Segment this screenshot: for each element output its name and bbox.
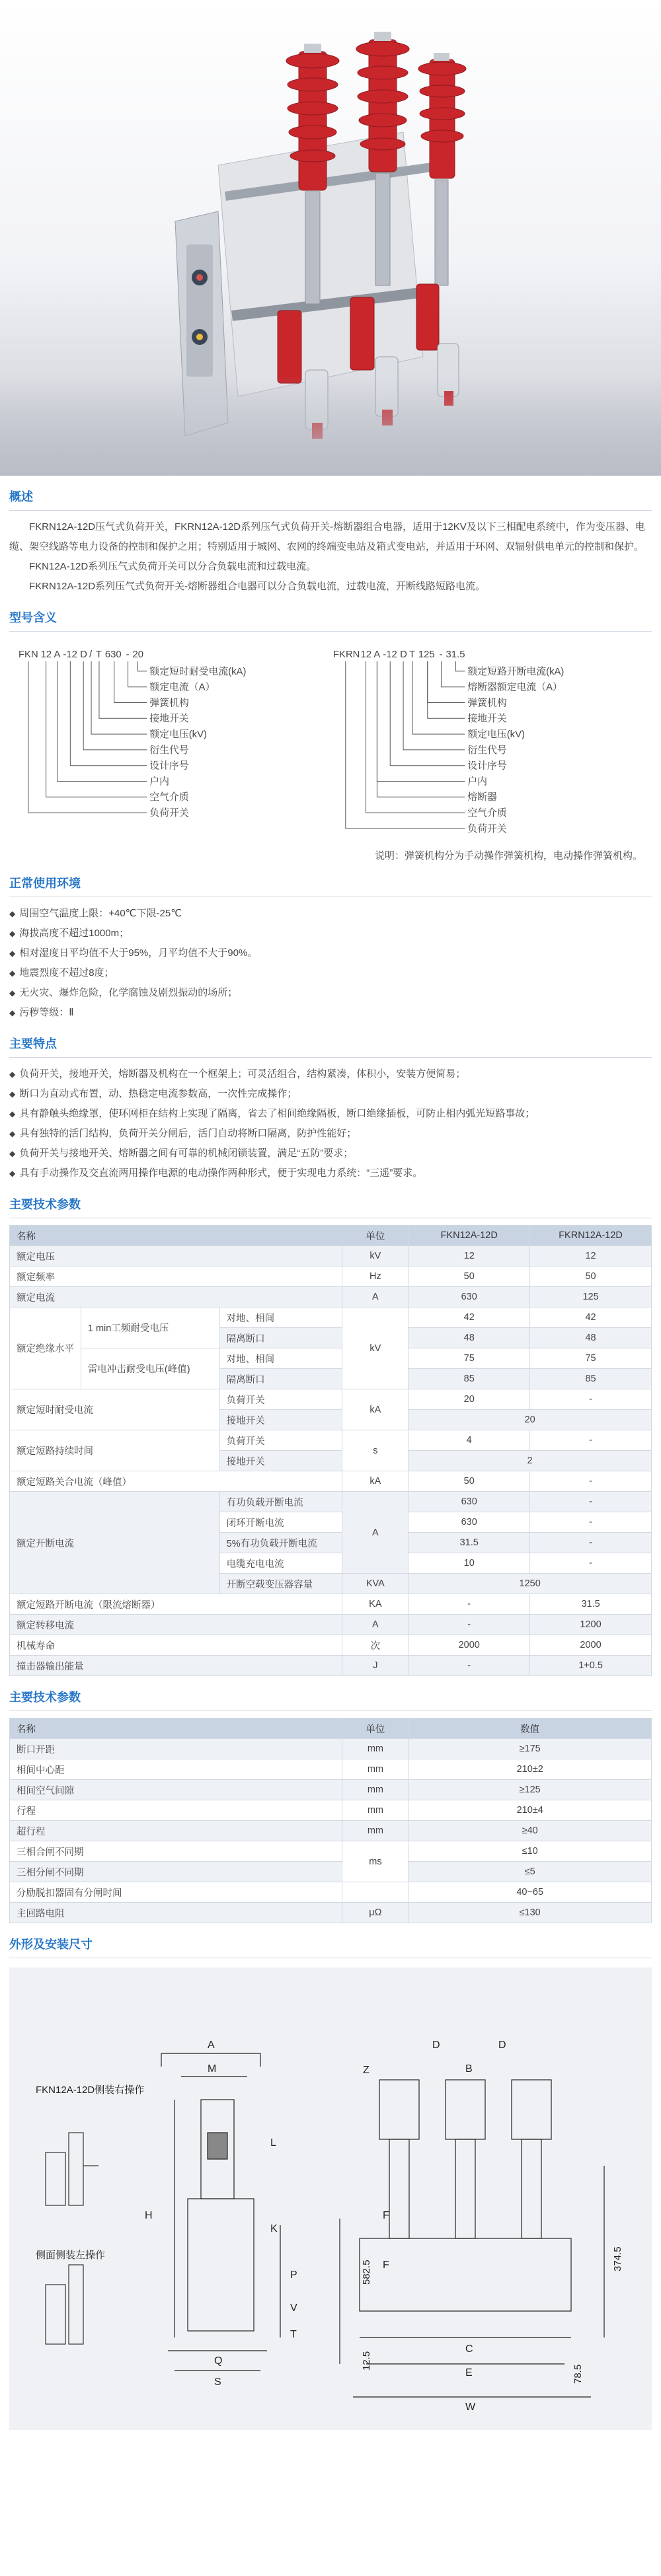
features-title: 主要特点 <box>9 1035 652 1058</box>
feature-item: ◆ 具有独特的活门结构，负荷开关分闸后，活门自动将断口隔离，防护性能好； <box>9 1124 652 1144</box>
table-row: 接地开关 2 <box>10 1451 652 1471</box>
table-row: 隔离断口 48 48 <box>10 1328 652 1348</box>
model-code-segment: - <box>126 649 130 661</box>
svg-text:D: D <box>498 2040 506 2051</box>
table-row: 额定短路持续时间 负荷开关 s 4 - <box>10 1430 652 1451</box>
svg-text:12.5: 12.5 <box>361 2351 372 2371</box>
environment-item: ◆ 相对湿度日平均值不大于95%，月平均值不大于90%。 <box>9 943 652 963</box>
table-row: 接地开关 20 <box>10 1410 652 1430</box>
spec-section-2 <box>0 1688 661 1923</box>
table-row: 额定短路开断电流（限流熔断器） KA - 31.5 <box>10 1594 652 1615</box>
table-row: 额定频率 Hz 50 50 <box>10 1267 652 1287</box>
small-side-view <box>46 2133 98 2344</box>
svg-text:C: C <box>465 2343 473 2355</box>
model-code-segment: 12 <box>40 649 52 661</box>
spec2-title: 主要技术参数 <box>9 1688 652 1711</box>
model-code-label: 设计序号 <box>149 760 189 772</box>
svg-text:78.5: 78.5 <box>572 2364 584 2384</box>
model-code-segment: FKRN <box>332 649 360 661</box>
environment-title: 正常使用环境 <box>9 874 652 897</box>
feature-item: ◆ 具有静触头绝缘罩，使环网柜在结构上实现了隔离，省去了相间绝缘隔板，断口绝缘插板，可防止相内弧光短路事故； <box>9 1104 652 1124</box>
model-connector-line <box>137 661 147 671</box>
model-section <box>0 608 661 862</box>
table-row: 电缆充电电流 10 - <box>10 1553 652 1574</box>
model-code-segment: A <box>54 649 61 661</box>
svg-text:Q: Q <box>214 2355 223 2367</box>
overview-paragraph: FKRN12A-12D压气式负荷开关，FKRN12A-12D系列压气式负荷开关-熔断器组合电器，适用于12KV及以下三相配电系统中，作为变压器、电缆、架空线路等电力设备的控制和保护之用；特别适用于城网、农网的终端变电站及箱式变电站，并适用于环网、双辐射供电单元的控制和保护。 <box>9 521 645 552</box>
feature-item: ◆ 断口为直动式布置，动、热稳定电流参数高，一次性完成操作； <box>9 1084 652 1104</box>
model-connector-line <box>455 661 465 671</box>
spec1-title: 主要技术参数 <box>9 1195 652 1218</box>
table-row: 额定电流 A 630 125 <box>10 1287 652 1307</box>
svg-text:H: H <box>145 2210 153 2221</box>
table-row: 三相合闸不同期 ms ≤10 <box>10 1841 652 1862</box>
side-elevation-view <box>161 2053 280 2371</box>
model-code-label: 设计序号 <box>467 760 507 772</box>
model-code-segment: - <box>439 649 443 661</box>
feature-item: ◆ 负荷开关，接地开关，熔断器及机构在一个框架上；可灵活组合，结构紧凑，体积小，安装方便简易； <box>9 1064 652 1084</box>
svg-text:A: A <box>208 2040 215 2051</box>
table-row: 相间中心距 mm 210±2 <box>10 1759 652 1780</box>
model-code-segment: D <box>80 649 87 661</box>
table-row: 额定开断电流 有功负载开断电流 A 630 - <box>10 1492 652 1512</box>
model-code-label: 额定短时耐受电流(kA) <box>149 666 247 677</box>
model-connector-line <box>442 661 465 687</box>
table-row: 额定绝缘水平 1 min工频耐受电压 对地、相间 kV 42 42 <box>10 1307 652 1328</box>
model-code-label: 额定短路开断电流(kA) <box>467 666 564 677</box>
model-connector-line <box>428 661 465 702</box>
features-section <box>0 1035 661 1183</box>
feature-item: ◆ 负荷开关与接地开关、熔断器之间有可靠的机械闭锁装置，满足“五防”要求； <box>9 1144 652 1163</box>
overview-title: 概述 <box>9 488 652 511</box>
table-header-row: 名称 单位 数值 <box>10 1718 652 1739</box>
spec-table-1 <box>9 1225 652 1676</box>
model-code-diagram-fkrn <box>330 640 645 844</box>
drawing-caption-left-op: 侧面侧装左操作 <box>36 2250 106 2261</box>
table-row: 开断空载变压器容量 KVA 1250 <box>10 1574 652 1594</box>
model-connector-line <box>83 661 147 750</box>
model-code-segment: T <box>409 649 416 661</box>
model-code-segment: D <box>400 649 407 661</box>
model-connector-line <box>91 661 147 734</box>
model-connector-line <box>366 661 465 813</box>
svg-text:B: B <box>465 2063 473 2075</box>
model-note: 说明：弹簧机构分为手动操作弹簧机构，电动操作弹簧机构。 <box>374 850 642 862</box>
table-row: 分励脱扣器固有分闸时间 40~65 <box>10 1882 652 1903</box>
dimension-labels <box>145 2040 506 2413</box>
model-code-label: 额定电压(kV) <box>467 729 525 741</box>
model-connector-line <box>99 661 147 718</box>
header-name: 名称 <box>10 1226 342 1246</box>
model-code-segment: T <box>95 649 102 661</box>
svg-text:374.5: 374.5 <box>612 2246 623 2271</box>
svg-text:F: F <box>383 2210 389 2221</box>
table-row: 额定短时耐受电流 负荷开关 kA 20 - <box>10 1389 652 1410</box>
model-connector-line <box>428 661 465 718</box>
model-code-label: 负荷开关 <box>149 808 189 819</box>
model-code-diagram-fkn <box>16 640 330 844</box>
table-row: 主回路电阻 μΩ ≤130 <box>10 1903 652 1923</box>
overview-section <box>0 488 661 597</box>
dimensions-section <box>0 1935 661 1958</box>
table-row: 5%有功负载开断电流 31.5 - <box>10 1533 652 1553</box>
table-row: 机械寿命 次 2000 2000 <box>10 1635 652 1656</box>
spec-section-1 <box>0 1195 661 1676</box>
table-row: 隔离断口 85 85 <box>10 1369 652 1389</box>
overview-paragraph: FKRN12A-12D系列压气式负荷开关-熔断器组合电器可以分合负载电流，过载电流，开断线路短路电流。 <box>29 581 486 592</box>
table-row: 相间空气间隙 mm ≥125 <box>10 1780 652 1800</box>
svg-text:E: E <box>465 2367 473 2378</box>
header-col-fkn: FKN12A-12D <box>408 1226 530 1246</box>
model-connector-line <box>46 661 147 797</box>
svg-text:M: M <box>208 2063 217 2075</box>
svg-text:582.5: 582.5 <box>361 2260 372 2285</box>
model-code-label: 衍生代号 <box>149 745 189 756</box>
model-code-label: 接地开关 <box>149 714 189 725</box>
model-code-segment: FKN <box>18 649 38 661</box>
model-code-label: 负荷开关 <box>467 823 507 834</box>
model-code-label: 额定电压(kV) <box>149 729 207 741</box>
model-code-label: 户内 <box>467 776 487 788</box>
model-code-segment: 12 <box>360 649 372 661</box>
model-code-label: 接地开关 <box>467 714 507 725</box>
product-photo <box>0 0 661 476</box>
table-row: 超行程 mm ≥40 <box>10 1821 652 1841</box>
model-code-label: 熔断器 <box>467 792 497 803</box>
model-code-segment: -12 <box>63 649 77 661</box>
model-connector-line <box>412 661 465 734</box>
model-code-label: 空气介质 <box>149 792 189 803</box>
svg-text:S: S <box>214 2376 221 2388</box>
dimensions-title: 外形及安装尺寸 <box>9 1935 652 1958</box>
model-connector-line <box>346 661 465 828</box>
header-col-fkrn: FKRN12A-12D <box>530 1226 652 1246</box>
table-row: 雷电冲击耐受电压(峰值) 对地、相间 75 75 <box>10 1348 652 1369</box>
model-code-segment: 20 <box>132 649 144 661</box>
dimension-drawing-svg <box>9 1968 652 2430</box>
dimension-drawing <box>9 1968 652 2430</box>
model-code-segment: / <box>89 649 93 661</box>
svg-text:D: D <box>432 2040 440 2051</box>
environment-section <box>0 874 661 1023</box>
table-row: 撞击器输出能量 J - 1+0.5 <box>10 1656 652 1676</box>
model-code-label: 衍生代号 <box>467 745 507 756</box>
svg-text:Z: Z <box>363 2065 369 2076</box>
feature-item: ◆ 具有手动操作及交直流两用操作电源的电动操作两种形式，便于实现电力系统：“三遥”要求。 <box>9 1163 652 1183</box>
table-row: 额定转移电流 A - 1200 <box>10 1615 652 1635</box>
model-code-segment: 125 <box>418 649 435 661</box>
overview-paragraph: FKN12A-12D系列压气式负荷开关可以分合负载电流和过载电流。 <box>29 561 317 572</box>
table-row: 行程 mm 210±4 <box>10 1800 652 1821</box>
model-code-label: 空气介质 <box>467 808 507 819</box>
table-row: 闭环开断电流 630 - <box>10 1512 652 1533</box>
model-connector-line <box>57 661 147 781</box>
table-row: 三相分闸不同期 ≤5 <box>10 1862 652 1882</box>
svg-text:V: V <box>290 2302 297 2314</box>
model-code-label: 弹簧机构 <box>149 698 189 709</box>
svg-text:P: P <box>290 2269 297 2281</box>
table-header-row <box>10 1226 652 1246</box>
svg-text:W: W <box>465 2402 476 2413</box>
environment-item: ◆ 地震烈度不超过8度； <box>9 963 652 983</box>
model-connector-line <box>114 661 147 702</box>
environment-item: ◆ 无火灾、爆炸危险，化学腐蚀及剧烈振动的场所； <box>9 983 652 1003</box>
svg-text:T: T <box>290 2329 297 2340</box>
table-row: 额定短路关合电流（峰值） kA 50 - <box>10 1471 652 1492</box>
model-code-label: 户内 <box>149 776 170 788</box>
model-code-segment: 31.5 <box>446 649 465 661</box>
svg-text:L: L <box>270 2137 276 2149</box>
environment-item: ◆ 污秽等级：Ⅱ <box>9 1003 652 1023</box>
table-row: 断口开距 mm ≥175 <box>10 1739 652 1759</box>
svg-text:F: F <box>383 2260 389 2271</box>
drawing-caption-right-op: FKN12A-12D侧装右操作 <box>36 2084 145 2096</box>
model-code-label: 熔断器额定电流（A） <box>467 682 563 693</box>
model-title: 型号含义 <box>9 608 652 632</box>
dimension-numbers <box>361 2246 623 2384</box>
model-code-segment: A <box>373 649 381 661</box>
svg-text:K: K <box>270 2223 278 2234</box>
spec-table-2 <box>9 1718 652 1923</box>
table-row: 额定电压 kV 12 12 <box>10 1246 652 1267</box>
model-code-segment: -12 <box>383 649 397 661</box>
header-unit: 单位 <box>342 1226 408 1246</box>
model-code-label: 弹簧机构 <box>467 698 507 709</box>
model-code-label: 额定电流（A） <box>149 682 215 693</box>
environment-item: ◆ 周围空气温度上限：+40℃下限-25℃ <box>9 904 652 924</box>
environment-item: ◆ 海拔高度不超过1000m； <box>9 924 652 943</box>
model-code-segment: 630 <box>104 649 122 661</box>
